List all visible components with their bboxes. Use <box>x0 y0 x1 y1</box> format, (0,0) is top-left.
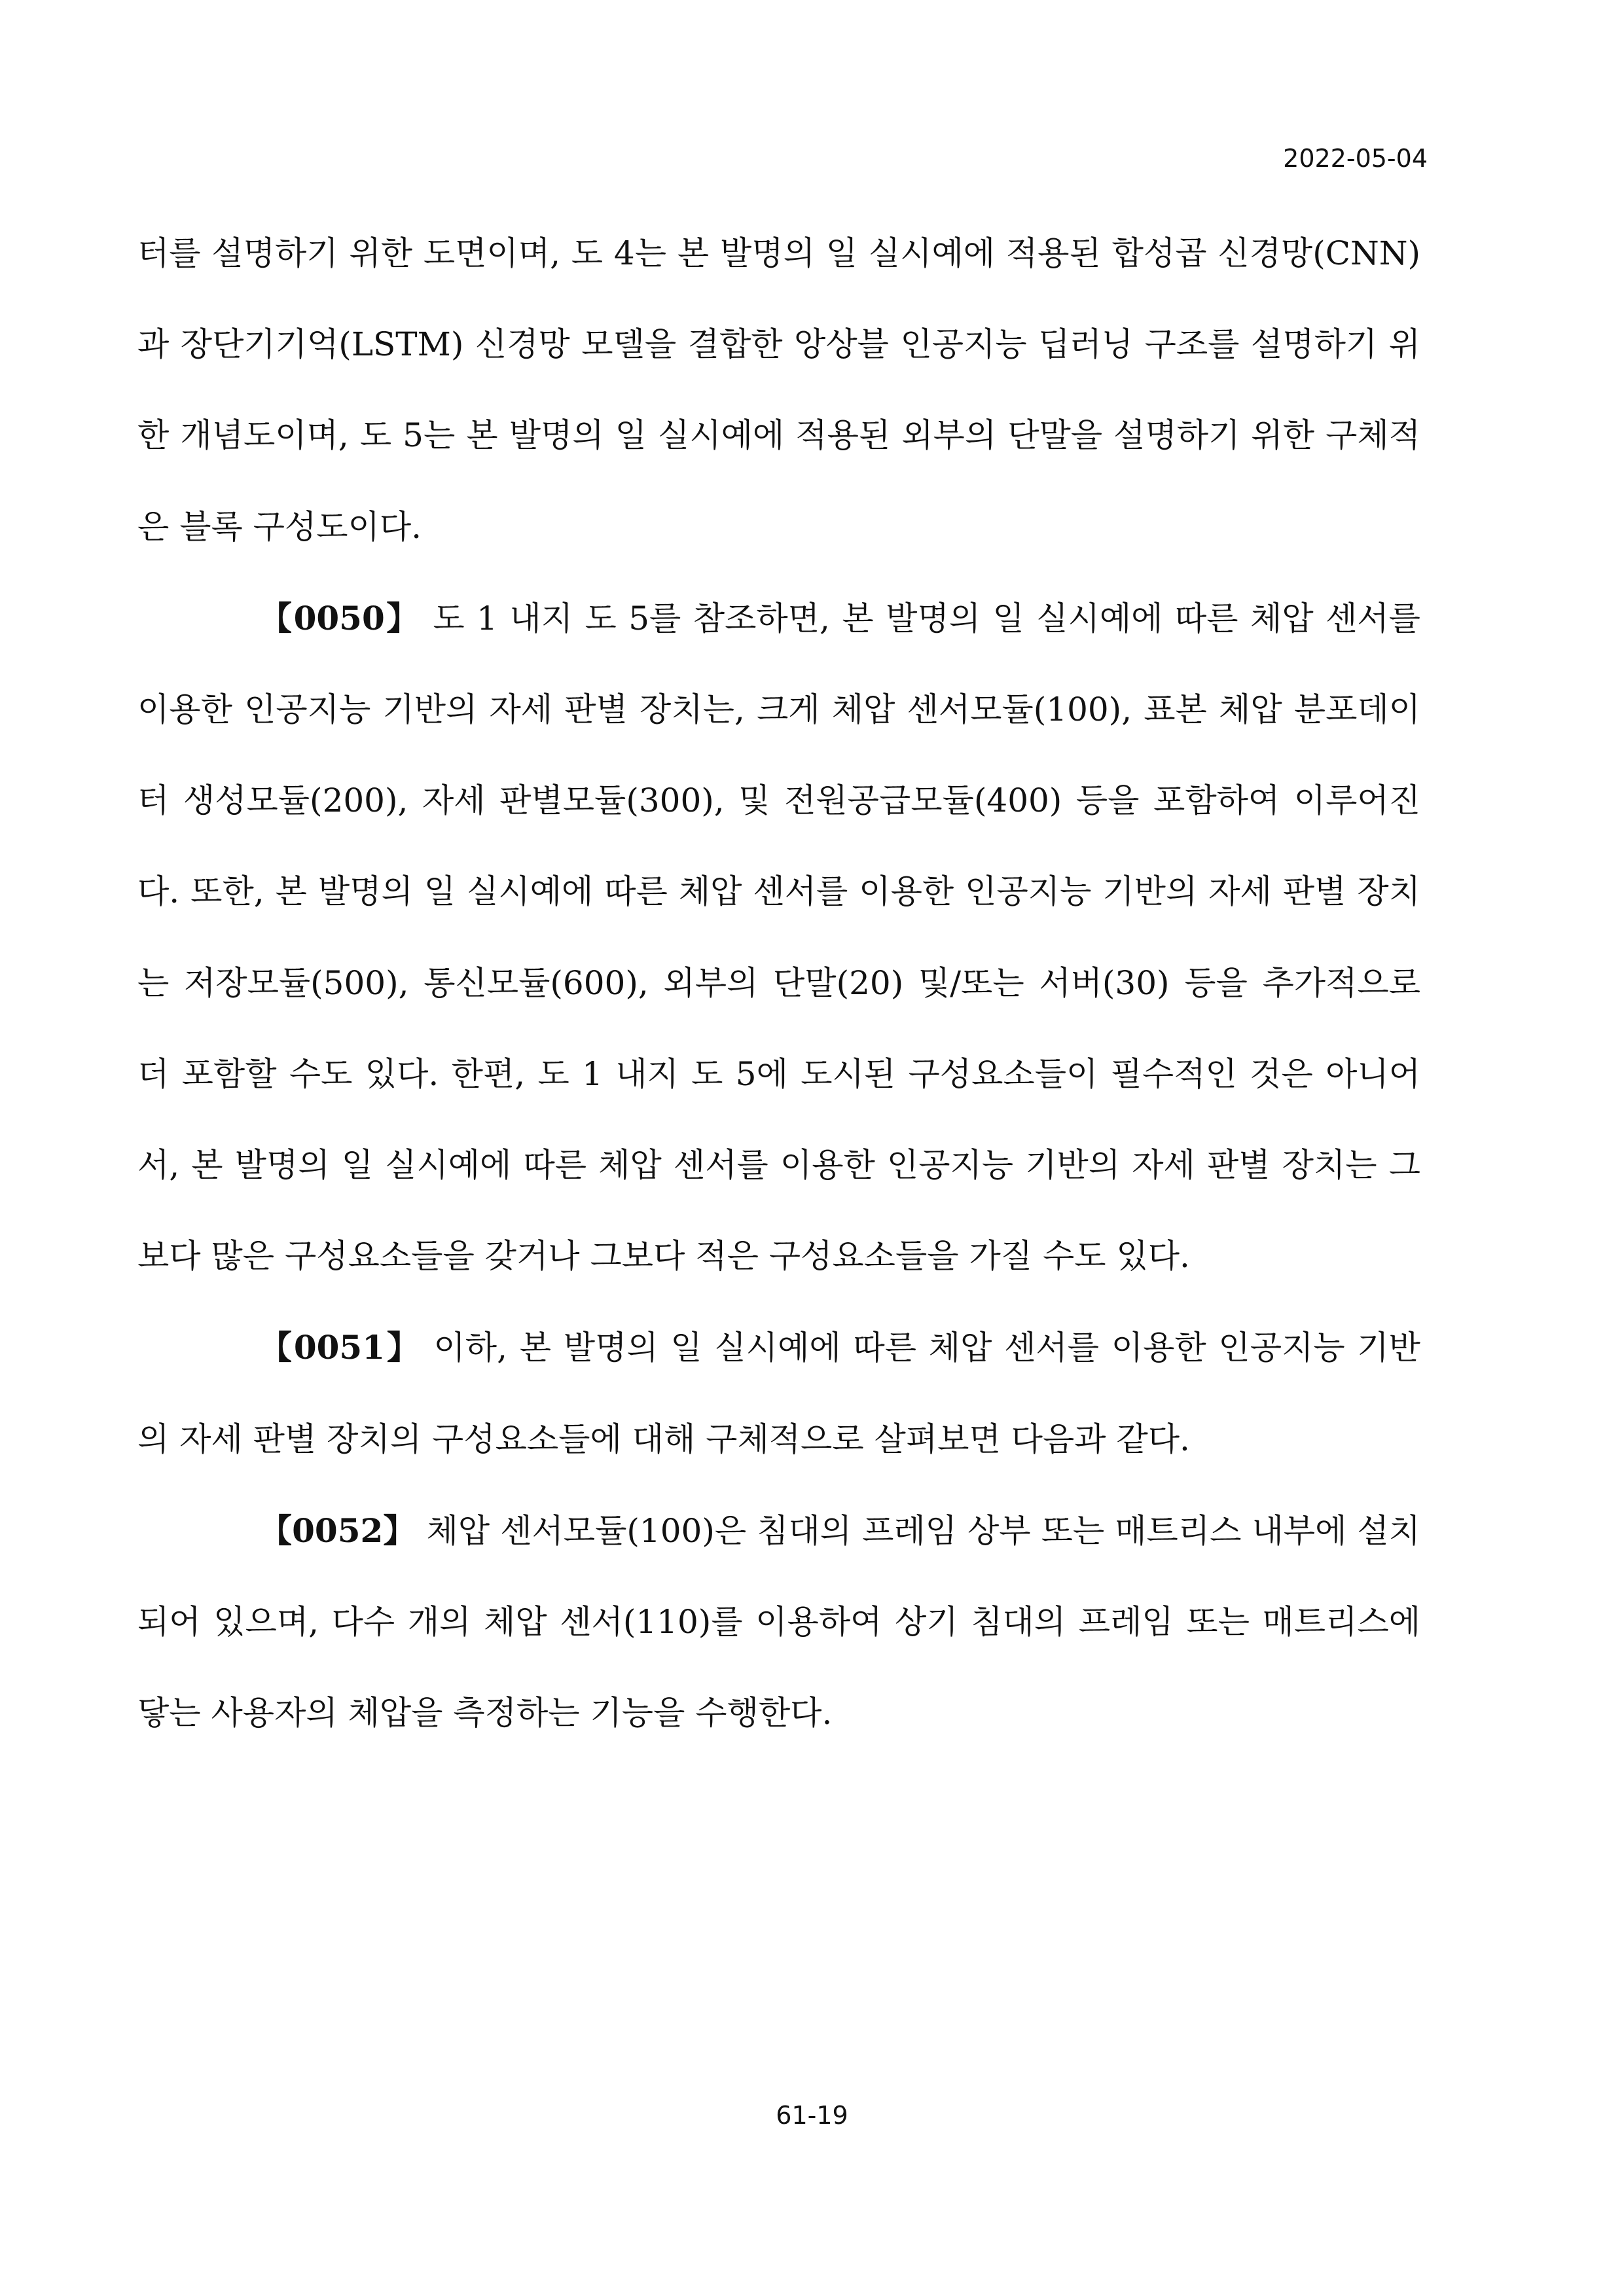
page-number: 61-19 <box>776 2101 848 2130</box>
paragraph-0052 <box>137 1485 1420 1759</box>
paragraph-continuation <box>137 208 1420 573</box>
paragraph-number: 【0051】 <box>259 1328 422 1367</box>
paragraph-text: 터를 설명하기 위한 도면이며, 도 4는 본 발명의 일 실시예에 적용된 합성곱 신경망(CNN)과 장단기기억(LSTM) 신경망 모델을 결합한 앙상블 인공지능 딥러닝 구조를 설명하기 위한 개념도이며, 도 5는 본 발명의 일 실시예에 적용된 외부의 단말을 설명하기 위한 구체적은 블록 구성도이다. <box>137 234 1420 546</box>
paragraph-number: 【0050】 <box>259 598 421 637</box>
document-date: 2022-05-04 <box>1283 144 1428 173</box>
paragraph-0050 <box>137 573 1420 1302</box>
paragraph-text: 도 1 내지 도 5를 참조하면, 본 발명의 일 실시예에 따른 체압 센서를 이용한 인공지능 기반의 자세 판별 장치는, 크게 체압 센서모듈(100), 표본 체압 분포데이터 생성모듈(200), 자세 판별모듈(300), 및 전원공급모듈(400) 등을 포함하여 이루어진다. 또한, 본 발명의 일 실시예에 따른 체압 센서를 이용한 인공지능 기반의 자세 판별 장치는 저장모듈(500), 통신모듈(600), 외부의 단말(20) 및/또는 서버(30) 등을 추가적으로 더 포함할 수도 있다. 한편, 도 1 내지 도 5에 도시된 구성요소들이 필수적인 것은 아니어서, 본 발명의 일 실시예에 따른 체압 센서를 이용한 인공지능 기반의 자세 판별 장치는 그보다 많은 구성요소들을 갖거나 그보다 적은 구성요소들을 가질 수도 있다. <box>137 599 1420 1276</box>
paragraph-number: 【0052】 <box>259 1511 416 1550</box>
paragraph-0051 <box>137 1302 1420 1484</box>
paragraph-text: 이하, 본 발명의 일 실시예에 따른 체압 센서를 이용한 인공지능 기반의 자세 판별 장치의 구성요소들에 대해 구체적으로 살펴보면 다음과 같다. <box>137 1329 1420 1458</box>
paragraph-text: 체압 센서모듈(100)은 침대의 프레임 상부 또는 매트리스 내부에 설치되어 있으며, 다수 개의 체압 센서(110)를 이용하여 상기 침대의 프레임 또는 매트리스에 닿는 사용자의 체압을 측정하는 기능을 수행한다. <box>137 1511 1420 1732</box>
document-body <box>137 208 1420 1759</box>
